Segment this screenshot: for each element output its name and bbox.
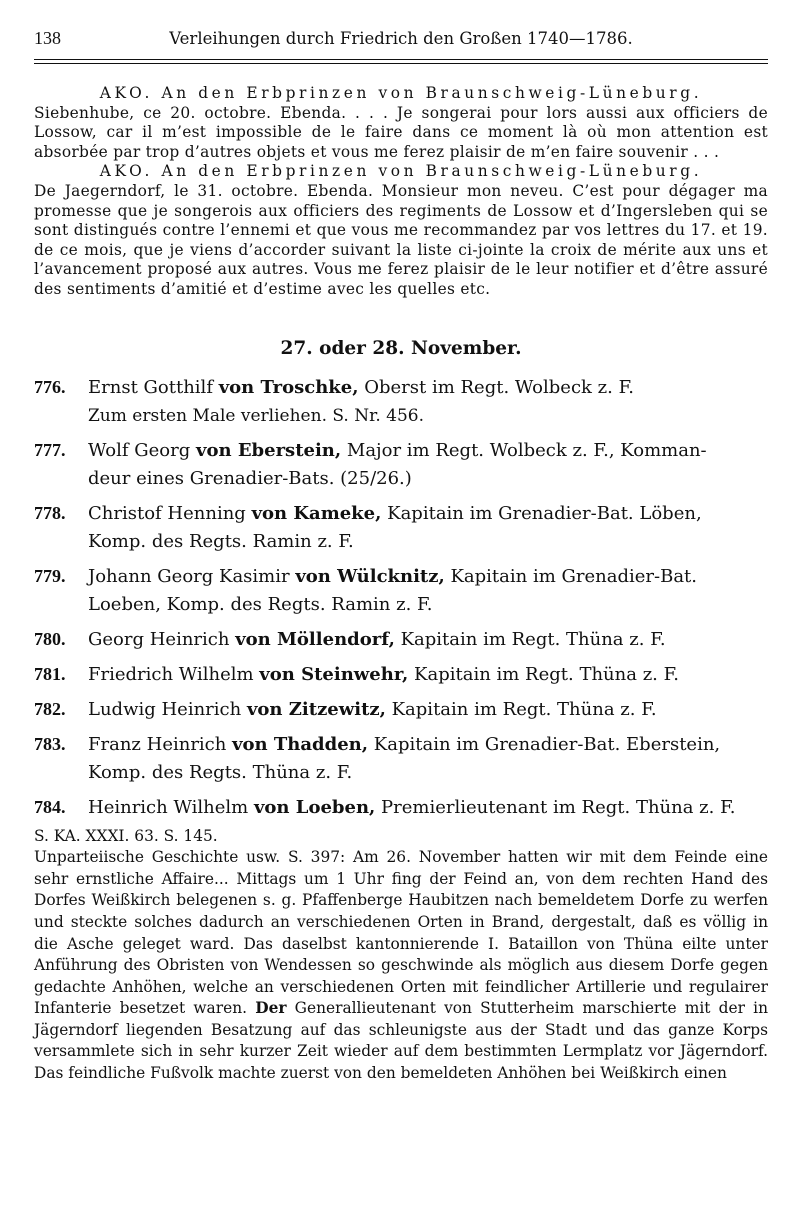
entry-surname: von Wülcknitz, [295,565,445,587]
entry-rank: Kapitain im Regt. Thüna z. F. [414,663,680,685]
entry-number: 779. [34,565,66,586]
entry-surname: von Loeben, [253,796,376,818]
award-entry [34,436,768,493]
award-entry [34,499,768,556]
award-entry [34,695,768,724]
source-reference: S. KA. XXXI. 63. S. 145. [34,826,218,845]
notes-paragraph [34,847,768,1085]
entry-rank: Premierlieutenant im Regt. Thüna z. F. [381,796,736,818]
page [34,28,768,1085]
entry-number: 784. [34,796,66,817]
entry-rank: Kapitain im Grenadier-Bat. Eberstein, [373,733,721,755]
entry-given-names: Christof Henning [88,502,246,524]
header-rule-top [34,59,768,60]
entry-given-names: Ludwig Heinrich [88,698,242,720]
entry-rank-continued: Loeben, Komp. des Regts. Ramin z. F. [88,593,433,615]
entry-surname: von Steinwehr, [259,663,409,685]
award-entry [34,730,768,787]
notes-text-continued: Generallieutenant von Stutterheim marschierte mit der in Jägerndorf liegenden Besatzung auf das schleunigste aus der Stadt und das ganze Korps versammlete sich in sehr kurzer Zeit wieder auf dem bestimmten Lermplatz vor Jägerndorf. Das feindliche Fußvolk machte zuerst von den bemeldeten Anhöhen bei Weißkirch einen [34,999,768,1083]
entry-rank-continued: Komp. des Regts. Thüna z. F. [88,761,353,783]
award-entry [34,660,768,689]
entry-given-names: Wolf Georg [88,439,191,461]
header-rule-bottom [34,63,768,64]
entry-surname: von Eberstein, [196,439,342,461]
entry-number: 778. [34,502,66,523]
letters-section [34,84,768,300]
entry-rank: Major im Regt. Wolbeck z. F., Komman- [346,439,707,461]
letter-body: Siebenhube, ce 20. octobre. Ebenda. . . . Je songerai pour lors aussi aux officiers de Lossow, car il m’est impossible de le faire dans ce moment là où mon attention est absorbée par trop d’autres objets et vous me ferez plaisir de m’en faire souvenir . . . [34,103,768,161]
entry-number: 782. [34,698,66,719]
entry-rank: Kapitain im Regt. Thüna z. F. [400,628,666,650]
entry-number: 776. [34,376,66,397]
notes-section [34,826,768,1085]
entry-given-names: Friedrich Wilhelm [88,663,254,685]
entry-rank: Oberst im Regt. Wolbeck z. F. [364,376,634,398]
notes-bold-word: Der [255,999,287,1018]
entry-surname: von Kameke, [251,502,382,524]
entry-surname: von Troschke, [218,376,359,398]
entry-given-names: Franz Heinrich [88,733,227,755]
running-title: Verleihungen durch Friedrich den Großen 1740—1786. [169,29,633,48]
entry-given-names: Georg Heinrich [88,628,230,650]
entry-number: 777. [34,439,66,460]
page-header [34,28,768,49]
letter-body: De Jaegerndorf, le 31. octobre. Ebenda. Monsieur mon neveu. C’est pour dégager ma promesse que je songerois aux officiers des regiments de Lossow et d’Ingersleben qui se sont distingués contre l’ennemi et que vous me recommandez par vos lettres du 17. et 19. de ce mois, que je viens d’accorder suivant la liste ci-jointe la croix de mérite aux uns et l’avancement proposé aux autres. Vous me ferez plaisir de le leur notifier et d’être assuré des sentiments d’amitié et d’estime avec les quelles etc. [34,181,768,298]
entry-surname: von Möllendorf, [235,628,395,650]
entry-note: Zum ersten Male verliehen. S. Nr. 456. [88,405,425,426]
award-entry [34,793,768,822]
entry-surname: von Thadden, [232,733,369,755]
entry-surname: von Zitzewitz, [246,698,386,720]
award-entry [34,625,768,654]
award-entries [34,373,768,822]
entry-number: 783. [34,733,66,754]
entry-number: 780. [34,628,66,649]
award-entry [34,562,768,619]
letter-addressee: AKO. An den Erbprinzen von Braunschweig-Lüneburg. [99,84,703,102]
entry-given-names: Ernst Gotthilf [88,376,213,398]
entry-given-names: Heinrich Wilhelm [88,796,249,818]
notes-text: Unparteiische Geschichte usw. S. 397: Am 26. November hatten wir mit dem Feinde eine sehr ernstliche Affaire... Mittags um 1 Uhr fing der Feind an, von dem rechten Hand des Dorfes Weißkirch belegenen s. g. Pfaffenberge Haubitzen nach bemeldetem Dorfe zu werfen und steckte solches dadurch an verschiedenen Orten in Brand, dergestalt, daß es völlig in die Asche geleget ward. Das daselbst kantonnierende I. Bataillon von Thüna eilte unter Anführung des Obristen von Wendessen so geschwinde als möglich aus diesem Dorfe gegen gedachte Anhöhen, welche an verschiedenen Orten mit feindlicher Artillerie und regulairer Infanterie besetzet waren. [34,848,768,1018]
section-date-heading: 27. oder 28. November. [280,337,522,359]
entry-number: 781. [34,663,66,684]
entry-rank: Kapitain im Grenadier-Bat. [450,565,698,587]
award-entry [34,373,768,430]
page-number: 138 [34,28,61,48]
entry-rank: Kapitain im Regt. Thüna z. F. [391,698,657,720]
letter-addressee: AKO. An den Erbprinzen von Braunschweig-Lüneburg. [99,162,703,181]
entry-rank-continued: deur eines Grenadier-Bats. (25/26.) [88,467,412,489]
entry-rank-continued: Komp. des Regts. Ramin z. F. [88,530,354,552]
entry-rank: Kapitain im Grenadier-Bat. Löben, [387,502,702,524]
entry-given-names: Johann Georg Kasimir [88,565,290,587]
